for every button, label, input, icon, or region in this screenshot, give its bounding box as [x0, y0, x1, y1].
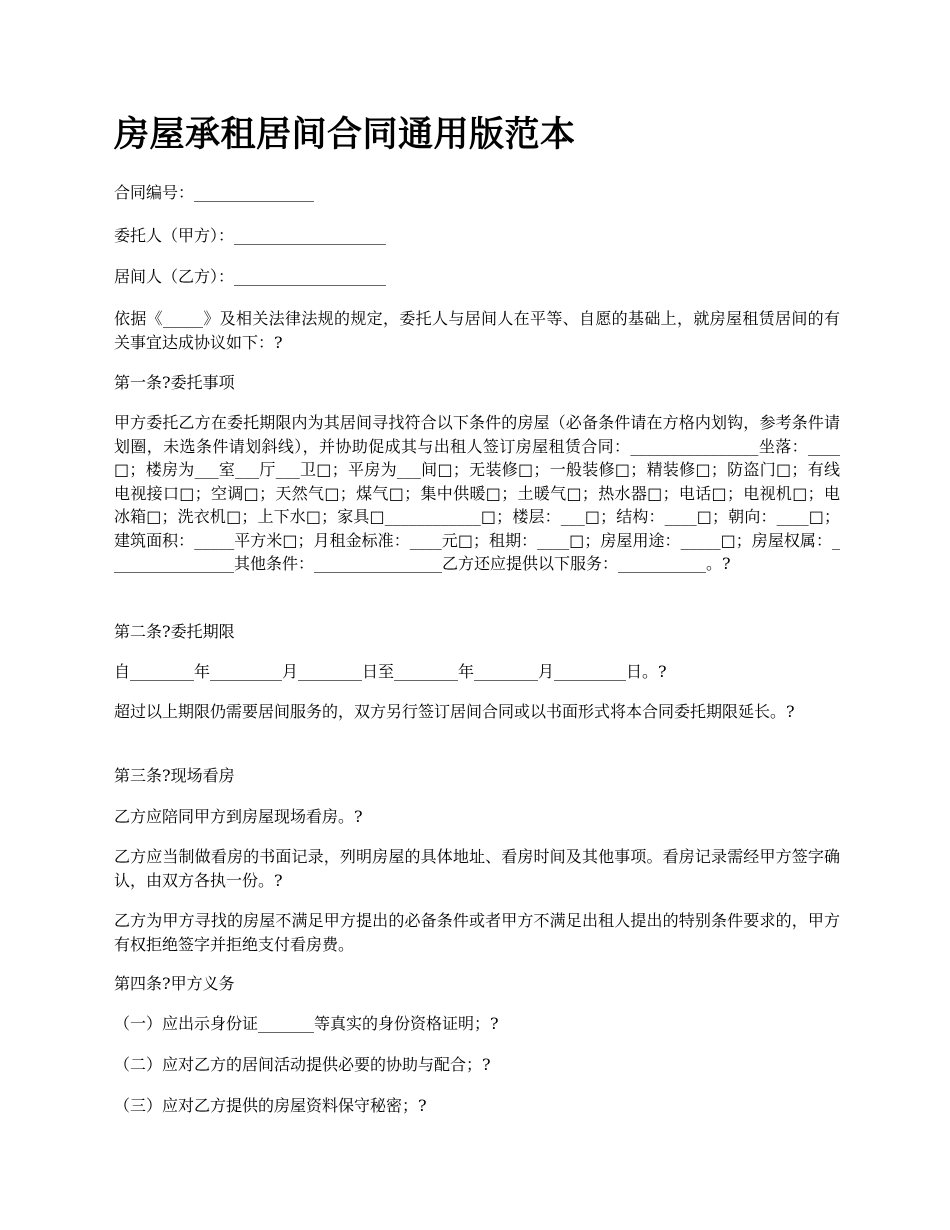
viewing-accompany-paragraph: 乙方应陪同甲方到房屋现场看房。? [114, 807, 363, 826]
contract-number-line: 合同编号：_______________ [114, 183, 315, 202]
viewing-record-paragraph: 乙方应当制做看房的书面记录，列明房屋的具体地址、看房时间及其他事项。看房记录需经甲方签字确认，由双方各执一份。? [114, 847, 840, 890]
article-3-heading: 第三条?现场看房 [114, 766, 235, 785]
obligation-item-1: （一）应出示身份证_______等真实的身份资格证明；? [114, 1014, 499, 1033]
obligation-item-3: （三）应对乙方提供的房屋资料保守秘密；? [114, 1096, 427, 1115]
term-extension-paragraph: 超过以上期限仍需要居间服务的，双方另行签订居间合同或以书面形式将本合同委托期限延长。? [114, 702, 795, 721]
article-1-body: 甲方委托乙方在委托期限内为其居间寻找符合以下条件的房屋（必备条件请在方格内划钩，参考条件请划圈，未选条件请划斜线），并协助促成其与出租人签订房屋租赁合同：________________坐落：____□；楼房为___室___厅___卫□；平房为___间□；无装修□；一般装修□；精装修□；防盗门□；有线电视接口□；空调□；天然气□；煤气□；集中供暖□；土暖气□；热水器□；电话□；电视机□；电冰箱□；洗衣机□；上下水□；家具□____________□；楼层：___□；结构：____□；朝向：____□；建筑面积：_____平方米□；月租金标准：____元□；租期：____□；房屋用途：_____□；房屋权属：________________其他条件：________________乙方还应提供以下服务：___________。? [114, 413, 840, 573]
article-2-heading: 第二条?委托期限 [114, 622, 235, 641]
document-title: 房屋承租居间合同通用版范本 [114, 115, 576, 155]
obligation-item-2: （二）应对乙方的居间活动提供必要的协助与配合；? [114, 1055, 491, 1074]
article-4-heading: 第四条?甲方义务 [114, 974, 235, 993]
article-1-heading: 第一条?委托事项 [114, 373, 235, 392]
client-party-a-line: 委托人（甲方）：___________________ [114, 226, 387, 245]
broker-party-b-line: 居间人（乙方）：___________________ [114, 267, 387, 286]
viewing-refusal-paragraph: 乙方为甲方寻找的房屋不满足甲方提出的必备条件或者甲方不满足出租人提出的特别条件要求的，甲方有权拒绝签字并拒绝支付看房费。 [114, 911, 840, 954]
term-dates-line: 自________年_________月________日至________年________月_________日。? [114, 662, 667, 681]
preamble-paragraph: 依据《_____》及相关法律法规的规定，委托人与居间人在平等、自愿的基础上，就房屋租赁居间的有关事宜达成协议如下：? [114, 309, 840, 352]
